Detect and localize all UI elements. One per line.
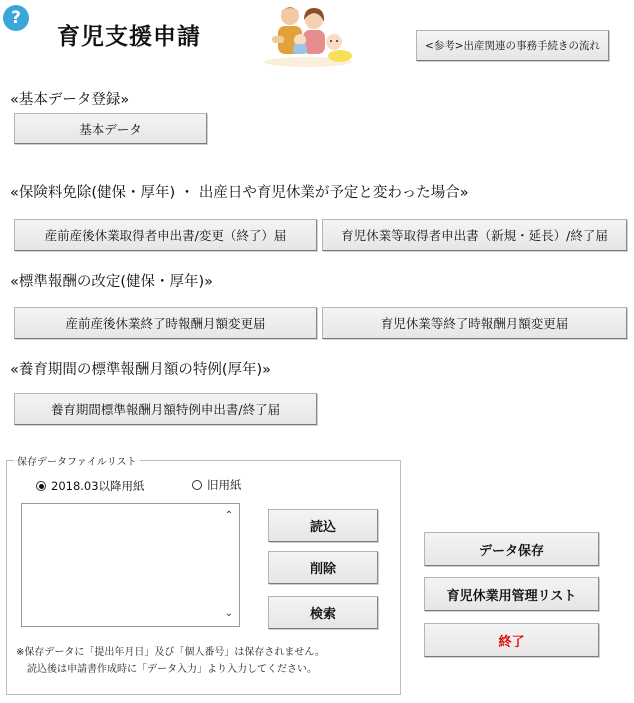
scroll-down-icon[interactable]: ⌄ [224, 608, 234, 619]
scroll-up-icon[interactable]: ⌃ [224, 510, 234, 521]
note-line-1: ※保存データに「提出年月日」及び「個人番号」は保存されません。 [16, 647, 325, 658]
radio-old-form[interactable] [192, 477, 242, 493]
radio-old-form-label: 旧用紙 [207, 478, 242, 492]
family-illustration [262, 2, 354, 68]
help-icon[interactable]: ? [3, 5, 29, 31]
maternity-leave-application-button[interactable]: 産前産後休業取得者申出書/変更（終了）届 [14, 219, 317, 251]
radio-unselected-icon [192, 480, 202, 490]
radio-new-form-label: 2018.03以降用紙 [51, 479, 145, 493]
childcare-leave-end-change-button[interactable]: 育児休業等終了時報酬月額変更届 [322, 307, 627, 339]
delete-button[interactable]: 削除 [268, 551, 378, 584]
exit-button[interactable]: 終了 [424, 623, 599, 657]
maternity-leave-end-change-button[interactable]: 産前産後休業終了時報酬月額変更届 [14, 307, 317, 339]
save-data-button[interactable]: データ保存 [424, 532, 599, 566]
search-button[interactable]: 検索 [268, 596, 378, 629]
special-case-heading: «養育期間の標準報酬月額の特例(厚年)» [10, 362, 272, 378]
page-title: 育児支援申請 [57, 24, 201, 50]
childcare-period-special-button[interactable]: 養育期間標準報酬月額特例申出書/終了届 [14, 393, 317, 425]
saved-file-list-label: 保存データファイルリスト [14, 453, 140, 468]
reference-flow-button[interactable]: <参考>出産関連の事務手続きの流れ [416, 30, 609, 61]
note-line-2: 読込後は申請書作成時に「データ入力」より入力してください。 [27, 664, 317, 675]
premium-exemption-heading: «保険料免除(健保・厚年) ・ 出産日や育児休業が予定と変わった場合» [10, 185, 469, 201]
radio-new-form[interactable] [36, 478, 145, 494]
saved-file-listbox[interactable] [21, 503, 240, 627]
load-button[interactable]: 読込 [268, 509, 378, 542]
childcare-leave-application-button[interactable]: 育児休業等取得者申出書（新規・延長）/終了届 [322, 219, 627, 251]
radio-selected-icon [36, 481, 46, 491]
remuneration-revision-heading: «標準報酬の改定(健保・厚年)» [10, 274, 214, 290]
management-list-button[interactable]: 育児休業用管理リスト [424, 577, 599, 611]
basic-data-heading: «基本データ登録» [10, 92, 130, 108]
basic-data-button[interactable]: 基本データ [14, 113, 207, 144]
